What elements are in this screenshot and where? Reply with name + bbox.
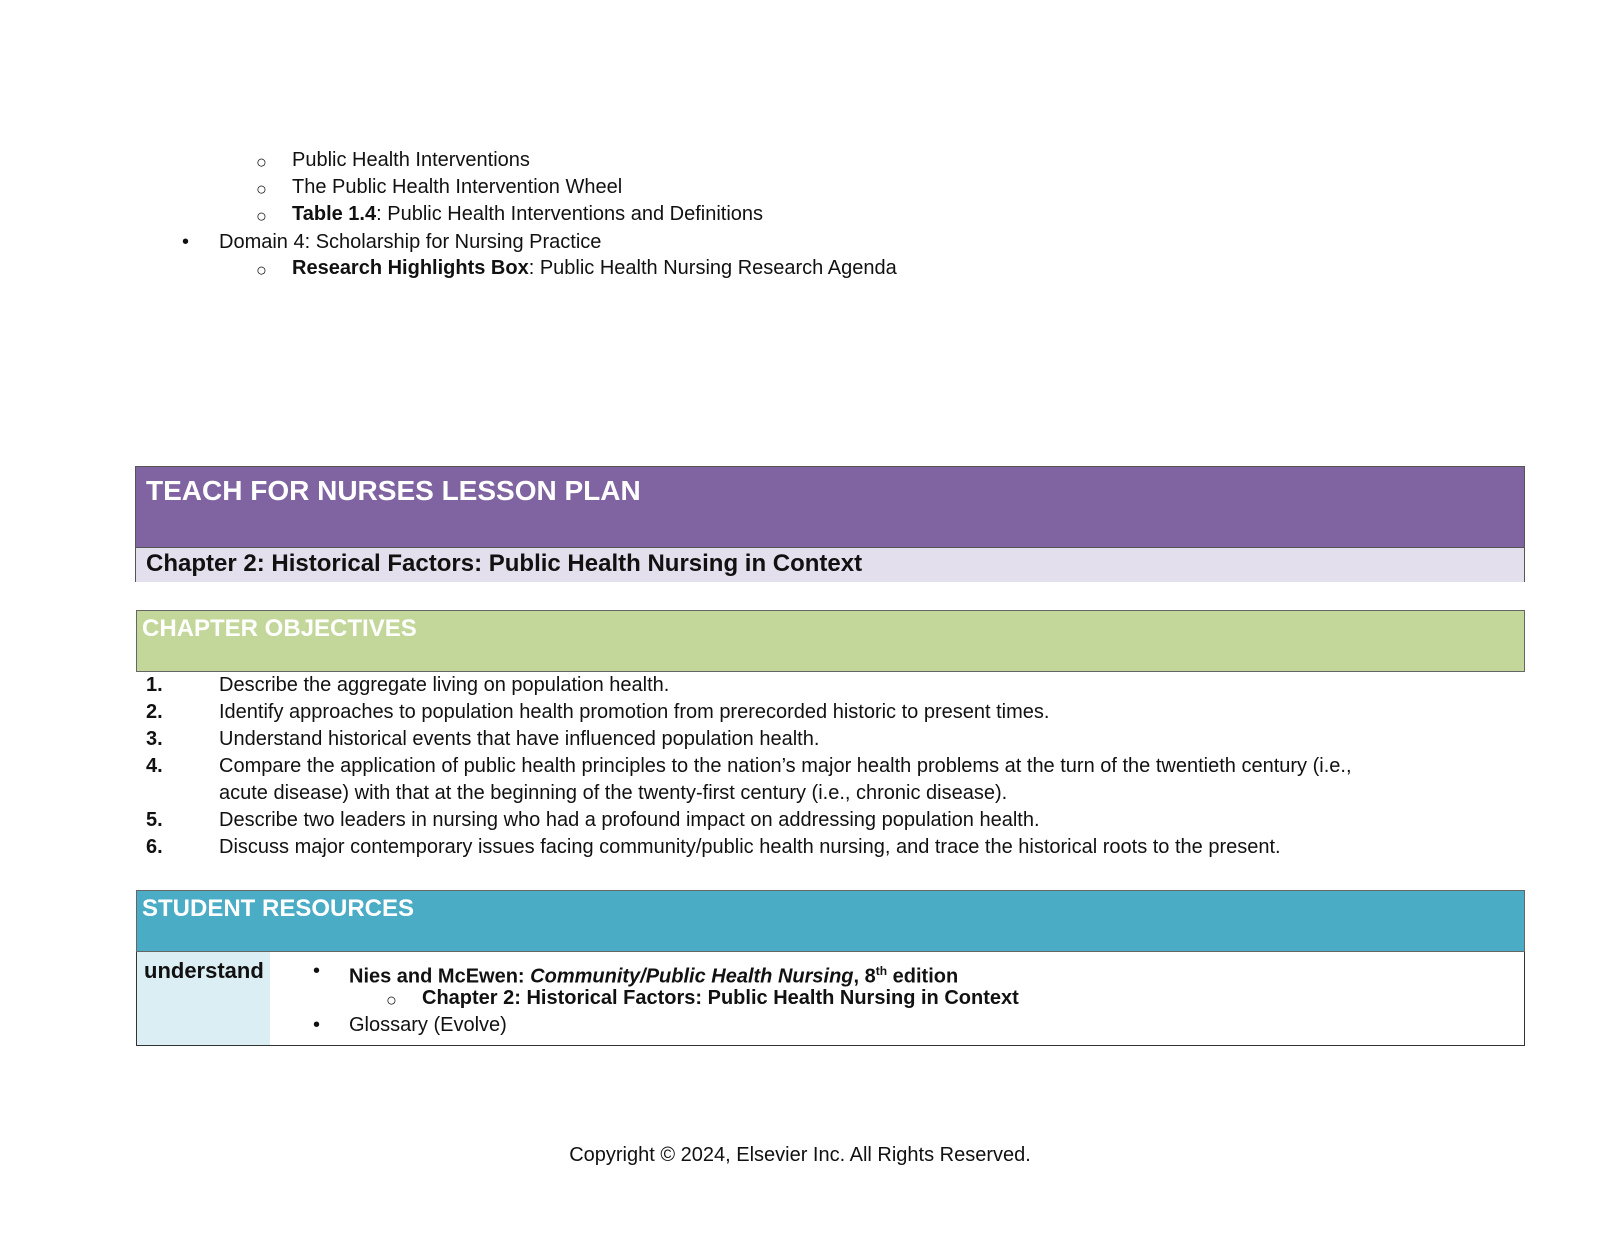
resources-label-cell [137, 952, 270, 1045]
table-ref-text: : Public Health Interventions and Definitions [376, 203, 764, 225]
circle-bullet-icon: ○ [256, 260, 267, 280]
resource-chapter: Chapter 2: Historical Factors: Public Health Nursing in Context [422, 987, 1019, 1009]
lesson-title-bar [136, 467, 1524, 547]
book-edition-word: edition [887, 965, 959, 988]
objective-text-continued: acute disease) with that at the beginning of the twenty-first century (i.e., chronic disease). [219, 782, 1008, 804]
bullet-icon: • [182, 231, 190, 253]
resources-title: STUDENT RESOURCES [142, 895, 415, 922]
objective-text: Describe the aggregate living on population health. [219, 674, 670, 696]
objective-text: Describe two leaders in nursing who had a profound impact on addressing population health. [219, 809, 1040, 831]
list-item [292, 201, 763, 227]
list-item: Domain 4: Scholarship for Nursing Practice [219, 231, 602, 253]
objective-number: 6. [146, 836, 163, 858]
objectives-title: CHAPTER OBJECTIVES [142, 615, 417, 642]
bullet-icon: • [313, 1014, 321, 1036]
chapter-bar [136, 547, 1524, 582]
research-box-text: : Public Health Nursing Research Agenda [528, 257, 897, 279]
objective-text: Identify approaches to population health promotion from prerecorded historic to present times. [219, 701, 1050, 723]
lesson-title: TEACH FOR NURSES LESSON PLAN [146, 475, 641, 506]
research-box-ref: Research Highlights Box [292, 257, 529, 279]
objective-text: Compare the application of public health principles to the nation’s major health problems at the turn of the twentieth century (i.e., [219, 755, 1352, 777]
glossary-link: Glossary (Evolve) [349, 1014, 507, 1036]
book-edition: , 8 [853, 965, 876, 988]
list-item: The Public Health Intervention Wheel [292, 176, 623, 198]
objective-number: 4. [146, 755, 163, 777]
circle-bullet-icon: ○ [256, 152, 267, 172]
objective-number: 2. [146, 701, 163, 723]
objective-text: Discuss major contemporary issues facing community/public health nursing, and trace the historical roots to the present. [219, 836, 1281, 858]
objective-number: 1. [146, 674, 163, 696]
objective-number: 5. [146, 809, 163, 831]
book-author: Nies and McEwen: [349, 965, 531, 988]
list-item: Public Health Interventions [292, 149, 530, 171]
lesson-plan-header [135, 466, 1525, 582]
objective-text: Understand historical events that have influenced population health. [219, 728, 820, 750]
objective-number: 3. [146, 728, 163, 750]
chapter-title: Chapter 2: Historical Factors: Public Health Nursing in Context [146, 550, 863, 577]
list-item [292, 255, 897, 281]
objectives-header [136, 610, 1525, 672]
resources-header [136, 890, 1525, 952]
copyright-footer: Copyright © 2024, Elsevier Inc. All Rights Reserved. [569, 1144, 1031, 1166]
table-ref: Table 1.4 [292, 203, 377, 225]
circle-bullet-icon: ○ [386, 990, 397, 1010]
resources-label: understand [144, 958, 264, 983]
circle-bullet-icon: ○ [256, 206, 267, 226]
circle-bullet-icon: ○ [256, 179, 267, 199]
book-title: Community/Public Health Nursing [530, 965, 854, 988]
book-edition-suffix: th [875, 964, 888, 978]
bullet-icon: • [313, 960, 321, 982]
